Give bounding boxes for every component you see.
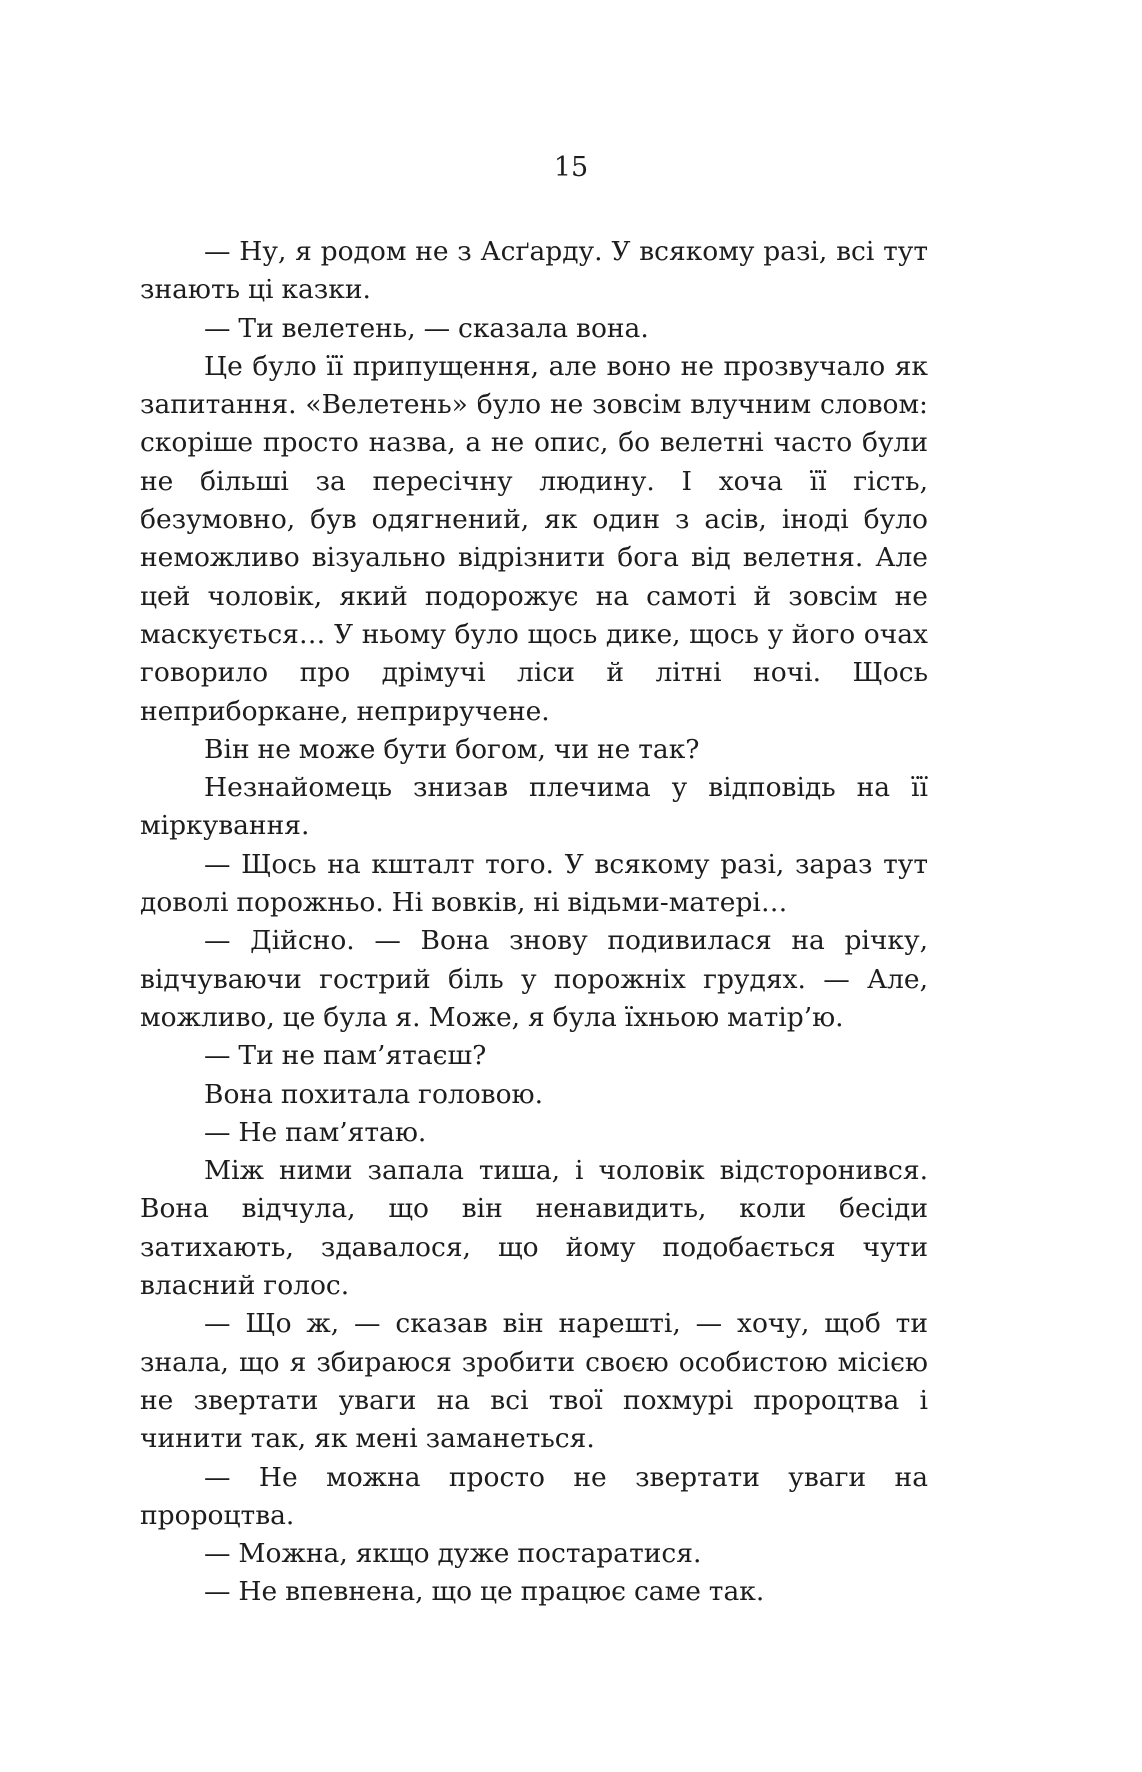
paragraph: — Що ж, — сказав він нарешті, — хочу, щоб ти знала, що я збираюся зробити своєю особистою місією не звертати уваги на всі твої похмурі пророцтва і чинити так, як мені заманеться. [140,1308,928,1455]
paragraph: — Ти не пам’ятаєш? [204,1040,487,1072]
paragraph: — Можна, якщо дуже постаратися. [204,1538,702,1570]
paragraph: Він не може бути богом, чи не так? [204,733,700,765]
paragraph: — Не пам’ятаю. [204,1116,427,1148]
paragraph: — Щось на кшталт того. У всякому разі, зараз тут доволі порожньо. Ні вовків, ні відьми-матері… [140,848,928,919]
paragraph: Це було її припущення, але воно не прозвучало як запитання. «Велетень» було не зовсім влучним словом: скоріше просто назва, а не опис, бо велетні часто були не більші за пересічну людину. І хоча її гість, безумовно, був одягнений, як один з асів, іноді було неможливо візуально відрізнити бога від велетня. Але цей чоловік, який подорожує на самоті й зовсім не маскується… У ньому було щось дике, щось у його очах говорило про дрімучі ліси й літні ночі. Щось неприборкане, неприручене. [140,350,928,727]
paragraph: Незнайомець знизав плечима у відповідь на її міркування. [140,772,928,842]
paragraph: Вона похитала головою. [204,1078,544,1110]
paragraph: — Ну, я родом не з Асґарду. У всякому разі, всі тут знають ці казки. [140,236,928,306]
page-number: 15 [553,152,589,183]
paragraph: — Ти велетень, — сказала вона. [204,312,649,344]
body-text [140,233,928,1612]
paragraph: Між ними запала тиша, і чоловік відсторонився. Вона відчула, що він ненавидить, коли бесіди затихають, здавалося, що йому подобається чути власний голос. [140,1155,928,1302]
paragraph: — Дійсно. — Вона знову подивилася на річку, відчуваючи гострий біль у порожніх грудях. — Але, можливо, це була я. Може, я була їхньою матір’ю. [140,925,928,1033]
paragraph: — Не впевнена, що це працює саме так. [204,1576,765,1608]
paragraph: — Не можна просто не звертати уваги на пророцтва. [140,1461,928,1531]
